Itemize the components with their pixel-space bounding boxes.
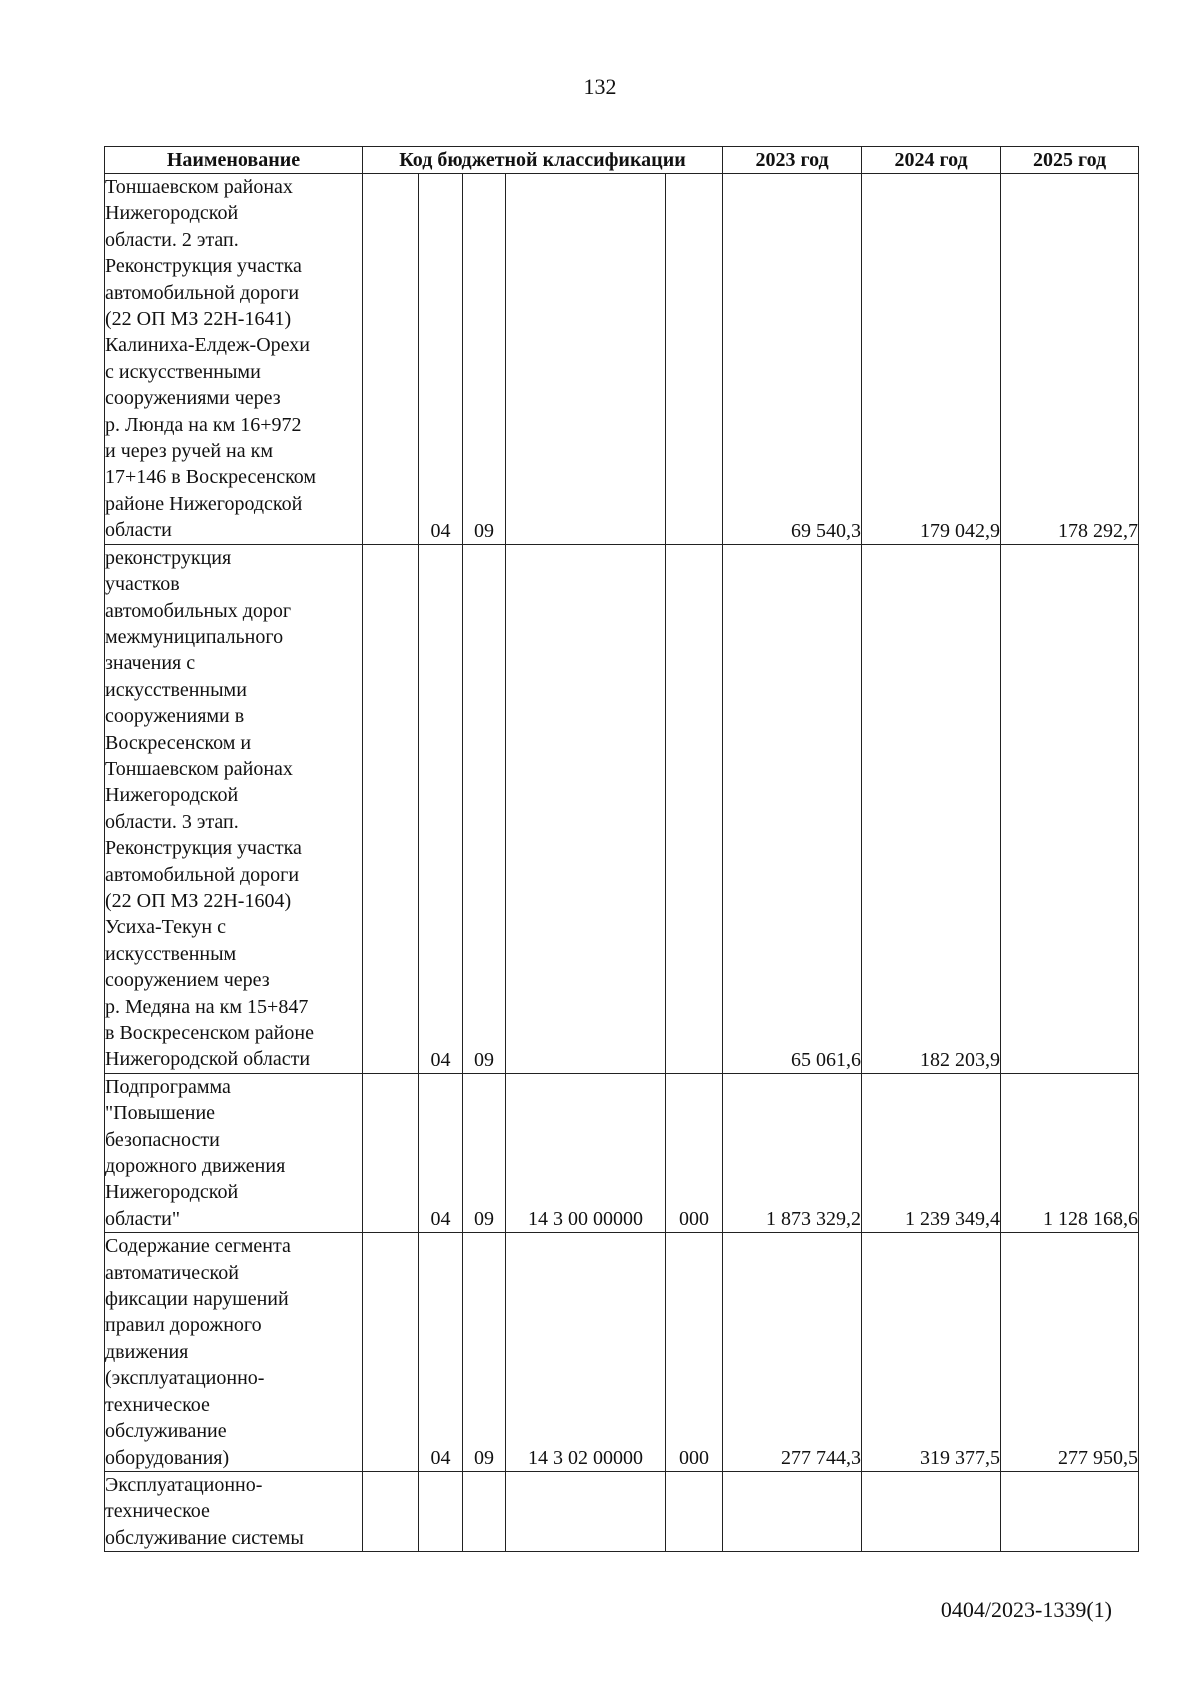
code-expense-type (666, 174, 723, 545)
code-subsection: 09 (463, 1073, 506, 1232)
value-2023: 277 744,3 (723, 1233, 862, 1472)
page-number: 132 (583, 74, 617, 99)
code-target-article: 14 3 02 00000 (506, 1233, 666, 1472)
row-name (105, 174, 363, 545)
header-2025: 2025 год (1001, 147, 1139, 174)
code-target-article (506, 1471, 666, 1551)
value-2024 (862, 1471, 1001, 1551)
row-name-text: Подпрограмма "Повышение безопасности дорожного движения Нижегородской области" (105, 1075, 286, 1230)
header-2024: 2024 год (862, 147, 1001, 174)
code-col-1 (363, 1471, 419, 1551)
code-section: 04 (419, 1233, 463, 1472)
value-2024: 319 377,5 (862, 1233, 1001, 1472)
code-col-1 (363, 1233, 419, 1472)
value-2025: 178 292,7 (1001, 174, 1139, 545)
code-expense-type: 000 (666, 1233, 723, 1472)
table-row (105, 544, 1139, 1073)
code-subsection: 09 (463, 174, 506, 545)
header-name: Наименование (105, 147, 363, 174)
row-name-text: Эксплуатационно- техническое обслуживание системы (105, 1473, 304, 1549)
code-col-1 (363, 174, 419, 545)
row-name-text: Содержание сегмента автоматической фиксации нарушений правил дорожного движения (эксплуатационно- техническое обслуживание оборудования) (105, 1235, 291, 1469)
value-2025 (1001, 1471, 1139, 1551)
code-target-article: 14 3 00 00000 (506, 1073, 666, 1232)
code-subsection: 09 (463, 544, 506, 1073)
table-row (105, 1233, 1139, 1472)
value-2025 (1001, 544, 1139, 1073)
table-header-row (105, 147, 1139, 174)
document-code: 0404/2023-1339(1) (940, 1597, 1112, 1622)
code-section: 04 (419, 1073, 463, 1232)
header-2023: 2023 год (723, 147, 862, 174)
code-col-1 (363, 544, 419, 1073)
code-target-article (506, 544, 666, 1073)
value-2024: 182 203,9 (862, 544, 1001, 1073)
value-2023: 65 061,6 (723, 544, 862, 1073)
header-code: Код бюджетной классификации (363, 147, 723, 174)
budget-table (104, 146, 1139, 1552)
code-expense-type (666, 544, 723, 1073)
row-name-text: Тоншаевском районах Нижегородской области. 2 этап. Реконструкция участка автомобильной дороги (22 ОП МЗ 22Н-1641) Калиниха-Елдеж-Орехи с искусственными сооружениями через р. Люнда на км 16+972 и через ручей на км 17+146 в Воскресенском районе Нижегородской области (105, 176, 317, 542)
value-2025: 1 128 168,6 (1001, 1073, 1139, 1232)
code-section (419, 1471, 463, 1551)
table-row (105, 1471, 1139, 1551)
value-2025: 277 950,5 (1001, 1233, 1139, 1472)
code-col-1 (363, 1073, 419, 1232)
row-name-text: реконструкция участков автомобильных дорог межмуниципального значения с искусственными сооружениями в Воскресенском и Тоншаевском районах Нижегородской области. 3 этап. Реконструкция участка автомобильной дороги (22 ОП МЗ 22Н-1604) Усиха-Текун с искусственным сооружением через р. Медяна на км 15+847 в Воскресенском районе Нижегородской области (105, 546, 314, 1071)
table-row (105, 174, 1139, 545)
value-2024: 179 042,9 (862, 174, 1001, 545)
code-section: 04 (419, 544, 463, 1073)
code-expense-type (666, 1471, 723, 1551)
table-row (105, 1073, 1139, 1232)
code-target-article (506, 174, 666, 545)
row-name (105, 1073, 363, 1232)
row-name (105, 1471, 363, 1551)
value-2023: 69 540,3 (723, 174, 862, 545)
code-section: 04 (419, 174, 463, 545)
code-subsection (463, 1471, 506, 1551)
row-name (105, 544, 363, 1073)
code-subsection: 09 (463, 1233, 506, 1472)
value-2023: 1 873 329,2 (723, 1073, 862, 1232)
value-2023 (723, 1471, 862, 1551)
value-2024: 1 239 349,4 (862, 1073, 1001, 1232)
row-name (105, 1233, 363, 1472)
code-expense-type: 000 (666, 1073, 723, 1232)
